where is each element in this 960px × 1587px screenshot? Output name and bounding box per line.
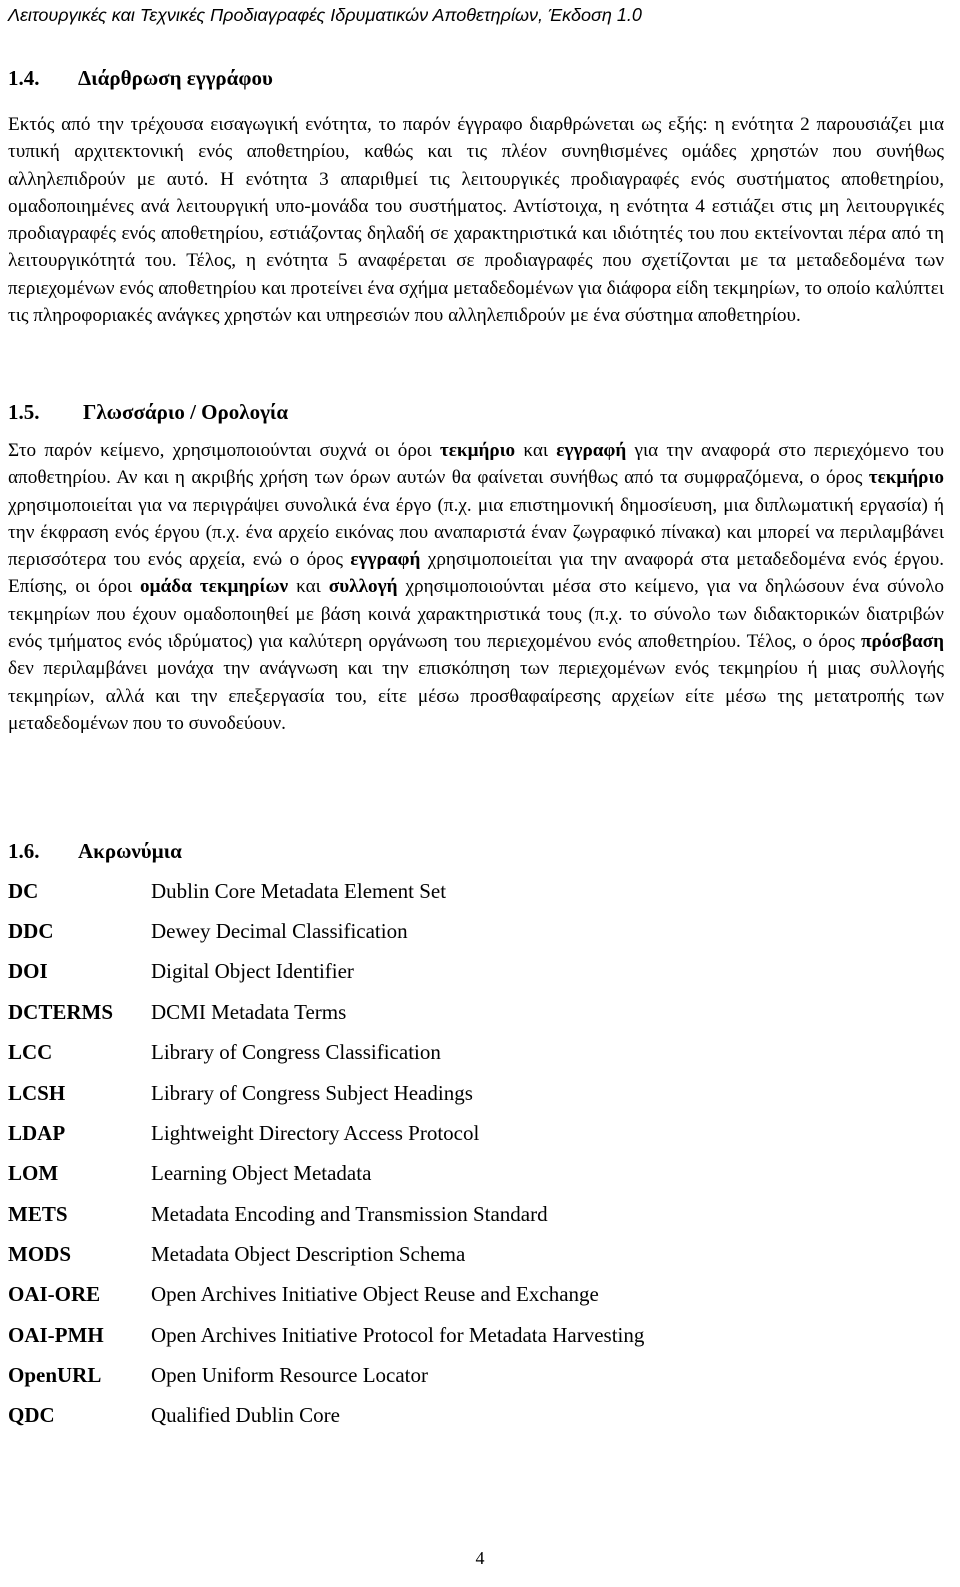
acronym-row (8, 911, 908, 951)
acronym-abbr: DOI (8, 959, 48, 983)
acronym-row (8, 992, 908, 1032)
term-bold: εγγραφή (350, 549, 421, 571)
term-bold: τεκμήριο (439, 440, 516, 461)
acronym-row (8, 1113, 908, 1153)
paragraph-glossary (8, 437, 944, 737)
text-run: και (515, 440, 557, 461)
acronym-row (8, 1315, 908, 1355)
text-run: χρησιμοποιούνται μέσα στο κείμενο, για να δηλώσουν ένα σύνολο τεκμηρίων που έχουν ομαδοποιηθεί με βάση κοινά χαρακτηριστικά τους (π.χ. το σύνολο των διδακτορικών διατριβών ενός τμήματος ενός ιδρύματος) για καλύτερη οργάνωση του περιεχομένου ενός αποθετηρίου. Τέλος, ο όρος (8, 576, 944, 653)
acronym-abbr: DC (8, 879, 39, 903)
acronym-abbr: QDC (8, 1403, 55, 1427)
acronym-full: Open Uniform Resource Locator (151, 1363, 428, 1387)
section-heading-1-4 (8, 64, 273, 92)
acronym-abbr: LDAP (8, 1121, 66, 1145)
section-title: Γλωσσάριο / Ορολογία (83, 400, 289, 424)
acronym-full: Qualified Dublin Core (151, 1403, 340, 1427)
acronym-full: Metadata Object Description Schema (151, 1242, 466, 1266)
text-run: Στο παρόν κείμενο, χρησιμοποιούνται συχνά οι όροι (8, 440, 440, 461)
acronym-full: Dewey Decimal Classification (151, 919, 408, 943)
acronym-full: Digital Object Identifier (151, 959, 354, 983)
acronym-row (8, 1194, 908, 1234)
text-run: και (288, 576, 329, 598)
acronym-row (8, 1355, 908, 1395)
acronym-abbr: MODS (8, 1242, 71, 1266)
text-run: για την αναφορά στο περιεχόμενο του αποθετηρίου. Αν και η ακριβής χρήση των όρων αυτών θα φαίνεται συνήθως από τα συμφραζόμενα, ο όρος (8, 440, 945, 489)
paragraph-structure: Εκτός από την τρέχουσα εισαγωγική ενότητα, το παρόν έγγραφο διαρθρώνεται ως εξής: η ενότητα 2 παρουσιάζει μια τυπική αρχιτεκτονική ενός αποθετηρίου, καθώς και τις πλέον συνηθισμένες ομάδες χρηστών που συνήθως αλληλεπιδρούν με αυτό. Η ενότητα 3 απαριθμεί τις λειτουργικές προδιαγραφές ενός συστήματος αποθετηρίου, ομαδοποιημένες ανά λειτουργική υπο-μονάδα του συστήματος. Αντίστοιχα, η ενότητα 4 εστιάζει στις μη λειτουργικές προδιαγραφές ενός αποθετηρίου, εστιάζοντας δηλαδή σε χαρακτηριστικά και ιδιότητές του που εκτείνονται πέρα από τη λειτουργικότητά του. Τέλος, η ενότητα 5 αναφέρεται σε προδιαγραφές που σχετίζονται με τα μεταδεδομένα των περιεχομένων ενός αποθετηρίου και προτείνει ένα σχήμα μεταδεδομένων για διάφορα είδη τεκμηρίων, το οποίο καλύπτει τις πληροφοριακές ανάγκες χρηστών και υπηρεσιών που αλληλεπιδρούν με ένα σύστημα αποθετηρίου. (8, 114, 944, 327)
acronym-row (8, 1032, 908, 1072)
section-heading-1-5 (8, 398, 288, 426)
acronym-full: Metadata Encoding and Transmission Standard (151, 1202, 548, 1226)
section-number: 1.6. (8, 839, 40, 863)
text-run: χρησιμοποιείται για να περιγράψει συνολικά ένα έργο (π.χ. μια επιστημονική δημοσίευση, μια διπλωματική εργασία) ή την έκφραση ενός έργου (π.χ. ένα αρχείο εικόνας που αναπαριστά έναν ζωγραφικό πίνακα) και μπορεί να περιλαμβάνει περισσότερα του ενός αρχεία, ενώ ο όρος (8, 494, 944, 571)
acronym-row (8, 1073, 908, 1113)
term-bold: τεκμήριο (868, 467, 944, 489)
section-heading-1-6 (8, 837, 182, 865)
acronym-full: DCMI Metadata Terms (151, 1000, 347, 1024)
acronym-full: Dublin Core Metadata Element Set (151, 879, 447, 903)
acronym-row (8, 951, 908, 991)
page-number: 4 (475, 1548, 485, 1568)
acronym-full: Learning Object Metadata (151, 1161, 372, 1185)
term-bold: ομάδα τεκμηρίων (139, 576, 289, 598)
acronym-row (8, 1153, 908, 1193)
text-run: δεν περιλαμβάνει μονάχα την ανάγνωση και την επισκόπηση των περιεχομένων ενός τεκμηρίου ή μιας συλλογής τεκμηρίων, αλλά και την επεξεργασία του, είτε μέσω προσθαφαίρεσης αρχείων είτε μέσω της μετατροπής των μεταδεδομένων που το συνοδεύουν. (8, 658, 944, 734)
acronym-abbr: LCSH (8, 1081, 66, 1105)
acronym-row (8, 1234, 908, 1274)
acronym-abbr: OAI-ORE (8, 1282, 101, 1306)
acronym-abbr: DCTERMS (8, 1000, 114, 1024)
section-title: Ακρωνύμια (78, 839, 182, 863)
acronym-full: Open Archives Initiative Protocol for Metadata Harvesting (151, 1323, 645, 1347)
acronym-abbr: OAI-PMH (8, 1323, 104, 1347)
acronym-full: Open Archives Initiative Object Reuse and Exchange (151, 1282, 599, 1306)
term-bold: πρόσβαση (861, 631, 944, 653)
acronym-row (8, 1395, 908, 1435)
acronym-full: Lightweight Directory Access Protocol (151, 1121, 480, 1145)
acronym-row (8, 1274, 908, 1314)
term-bold: συλλογή (328, 576, 398, 598)
term-bold: εγγραφή (556, 440, 627, 461)
text-run: χρησιμοποιείται για την αναφορά στα μεταδεδομένα ενός έργου. Επίσης, οι όροι (8, 549, 944, 598)
acronym-full: Library of Congress Subject Headings (151, 1081, 473, 1105)
acronym-abbr: LOM (8, 1161, 59, 1185)
section-title: Διάρθρωση εγγράφου (78, 66, 273, 90)
acronym-abbr: LCC (8, 1040, 53, 1064)
section-number: 1.4. (8, 66, 40, 90)
acronym-abbr: DDC (8, 919, 54, 943)
acronym-row (8, 871, 908, 911)
acronym-abbr: METS (8, 1202, 68, 1226)
acronym-full: Library of Congress Classification (151, 1040, 441, 1064)
section-number: 1.5. (8, 400, 40, 424)
running-header: Λειτουργικές και Τεχνικές Προδιαγραφές Ιδρυματικών Αποθετηρίων, Έκδοση 1.0 (8, 5, 642, 25)
acronym-abbr: OpenURL (8, 1363, 102, 1387)
